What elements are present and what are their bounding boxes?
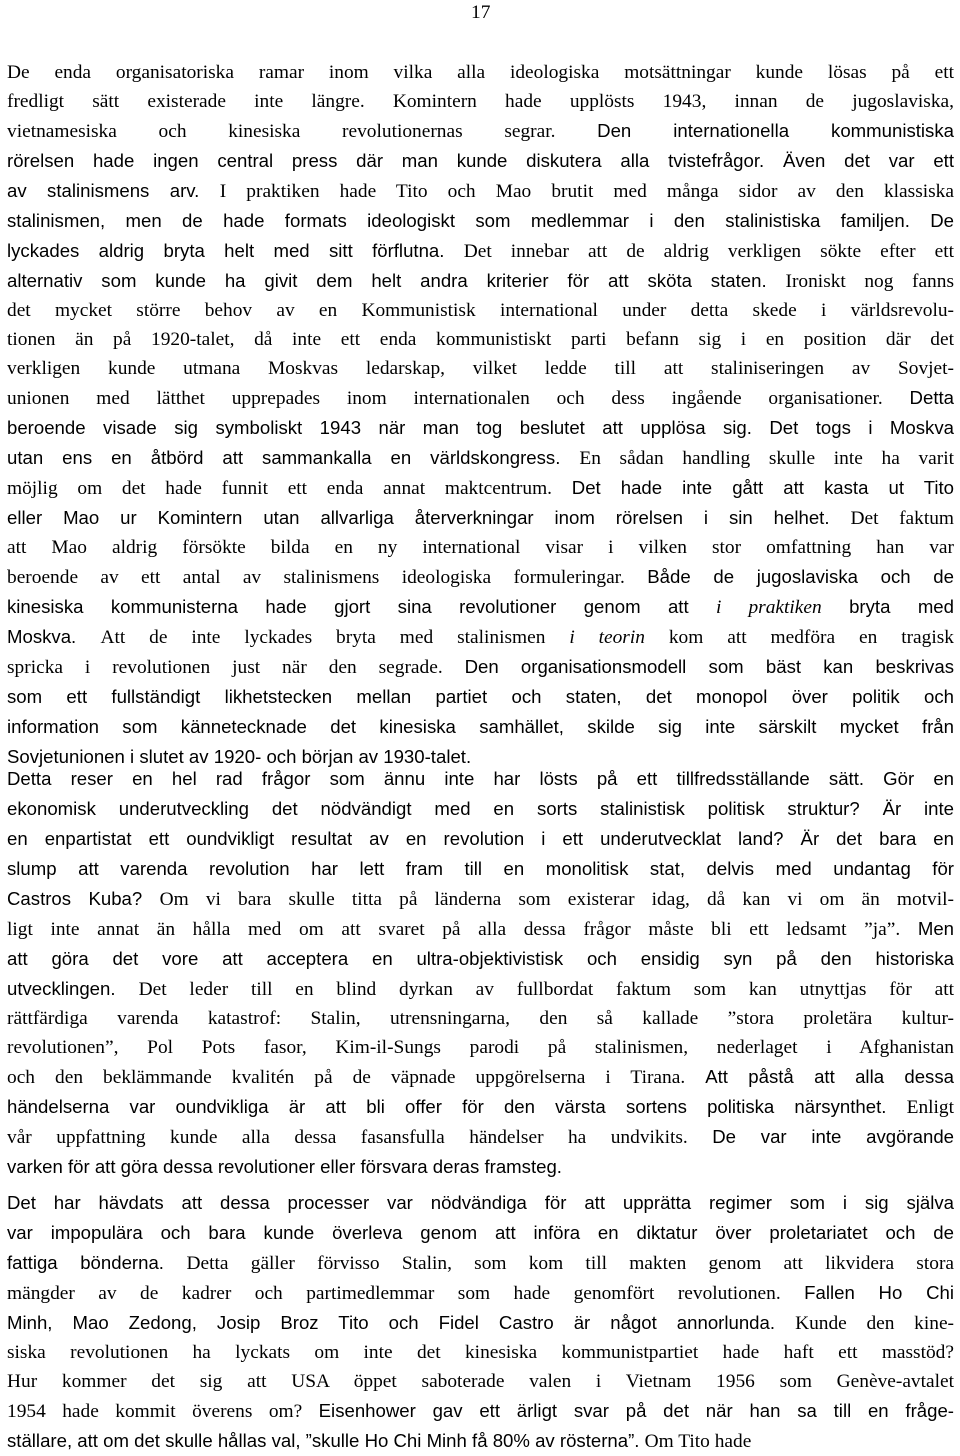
- text-line: [7, 1033, 954, 1062]
- text-segment: En sådan handling skulle inte ha varit: [579, 448, 954, 469]
- text-segment: Eisenhower gav ett ärligt svar på det när han sa till en fråge-: [318, 1400, 954, 1421]
- text-segment: Den internationella kommunistiska: [597, 120, 954, 141]
- text-line: [7, 443, 954, 473]
- text-segment: spricka i revolutionen just när den segrade.: [7, 657, 465, 678]
- text-segment: Både de jugoslaviska och de: [647, 566, 954, 587]
- paragraph-3: [7, 1188, 954, 1456]
- text-line: [7, 1338, 954, 1367]
- text-line: [7, 413, 954, 443]
- text-segment: Men: [917, 918, 954, 939]
- text-segment: bryta med: [821, 596, 954, 617]
- text-line: [7, 854, 954, 884]
- text-line: [7, 1152, 954, 1182]
- text-line: [7, 1396, 954, 1426]
- text-segment: kinesiska kommunisterna hade gjort sina revolutioner genom att: [7, 596, 717, 617]
- text-line: [7, 176, 954, 206]
- text-segment: Det har hävdats att dessa processer var nödvändiga för att upprätta regimer som i sig själva: [7, 1192, 954, 1213]
- text-line: [7, 592, 954, 622]
- emphasis-text: i teorin: [569, 627, 645, 648]
- text-segment: och den beklämmande kvalitén på de väpnade uppgörelserna i Tirana.: [7, 1067, 706, 1088]
- text-segment: kom att medföra en tragisk: [644, 627, 954, 648]
- text-line: [7, 884, 954, 914]
- text-line: [7, 914, 954, 944]
- text-line: [7, 325, 954, 354]
- text-segment: utan ens en åtbörd att sammankalla en världskongress.: [7, 447, 580, 468]
- text-segment: var impopulära och bara kunde överleva genom att införa en diktatur över proletariatet och de: [7, 1222, 954, 1243]
- text-segment: att göra det vore att acceptera en ultra-objektivistisk och ensidig syn på den historiska: [7, 948, 954, 969]
- text-line: [7, 473, 954, 503]
- text-segment: Detta reser en hel rad frågor som ännu inte har lösts på ett tillfredsställande sätt. Gör en: [7, 768, 954, 789]
- text-segment: De enda organisatoriska ramar inom vilka alla ideologiska motsättningar kunde lösas på ett: [7, 62, 954, 83]
- text-segment: Om vi bara skulle titta på länderna som existerar idag, då kan vi om än motvil-: [159, 889, 954, 910]
- text-line: [7, 116, 954, 146]
- text-segment: ligt inte annat än hålla med om att svaret på alla dessa frågor måste bli ett ledsamt ”ja”.: [7, 919, 918, 940]
- text-segment: vietnamesiska och kinesiska revolutionernas segrar.: [7, 121, 598, 142]
- text-segment: av stalinismens arv.: [7, 180, 220, 201]
- text-line: [7, 622, 954, 652]
- text-segment: Detta gäller förvisso Stalin, som kom till makten genom att likvidera stora: [186, 1253, 955, 1274]
- text-line: [7, 58, 954, 87]
- text-segment: Hur kommer det sig att USA öppet saboterade valen i Vietnam 1956 som Genève-avtalet: [7, 1371, 954, 1392]
- text-line: [7, 1426, 954, 1456]
- text-line: [7, 296, 954, 325]
- text-segment: Sovjetunionen i slutet av 1920- och början av 1930-talet.: [7, 746, 472, 767]
- text-line: [7, 1092, 954, 1122]
- text-segment: rättfärdiga varenda katastrof: Stalin, utrensningarna, den så kallade ”stora proletära kultur-: [7, 1008, 954, 1029]
- text-line: [7, 1248, 954, 1278]
- text-segment: Att påstå att alla dessa: [705, 1066, 954, 1087]
- text-segment: fattiga bönderna.: [7, 1252, 187, 1273]
- text-segment: att Mao aldrig försökte bilda en ny international visar i vilken stor omfattning han var: [7, 537, 954, 558]
- text-line: [7, 1188, 954, 1218]
- text-line: [7, 87, 954, 116]
- text-line: [7, 1122, 954, 1152]
- text-line: [7, 533, 954, 562]
- text-segment: alternativ som kunde ha givit dem helt andra kriterier för att sköta staten.: [7, 270, 786, 291]
- text-line: [7, 266, 954, 296]
- text-segment: Minh, Mao Zedong, Josip Broz Tito och Fidel Castro är något annorlunda.: [7, 1312, 796, 1333]
- text-segment: varken för att göra dessa revolutioner eller försvara deras framsteg.: [7, 1156, 562, 1177]
- text-segment: siska revolutionen ha lyckats om inte det kinesiska kommunistpartiet hade haft ett masstöd?: [7, 1342, 954, 1363]
- text-segment: som ett fullständigt likhetstecken mellan partiet och staten, det monopol över politik och: [7, 686, 954, 707]
- text-segment: rörelsen hade ingen central press där man kunde diskutera alla tvistefrågor. Även det var ett: [7, 150, 954, 171]
- emphasis-text: i praktiken: [716, 597, 822, 618]
- text-segment: Att de inte lyckades bryta med stalinismen: [100, 627, 570, 648]
- text-segment: vår uppfattning kunde alla dessa fasansfulla händelser ha undvikits.: [7, 1127, 713, 1148]
- paragraph-2: [7, 764, 954, 1182]
- text-segment: Det hade inte gått att kasta ut Tito: [571, 477, 955, 498]
- text-line: [7, 1062, 954, 1092]
- text-segment: Detta: [909, 387, 954, 408]
- text-line: [7, 944, 954, 974]
- text-segment: unionen med lätthet upprepades inom internationalen och dess ingående organisationer.: [7, 388, 910, 409]
- text-segment: slump att varenda revolution har lett fram till en monolitisk stat, delvis med undantag för: [7, 858, 954, 879]
- text-segment: fredligt sätt existerade inte längre. Komintern hade upplösts 1943, innan de jugoslaviska,: [7, 91, 954, 112]
- text-segment: Det faktum: [850, 508, 954, 529]
- text-segment: verkligen kunde utmana Moskvas ledarskap, vilket ledde till att staliniseringen av Sovjet-: [7, 358, 954, 379]
- text-segment: händelserna var oundvikliga är att bli offer för den värsta sortens politiska närsynthet.: [7, 1096, 907, 1117]
- text-line: [7, 712, 954, 742]
- text-segment: stalinismen, men de hade formats ideologiskt som medlemmar i den stalinistiska familjen. De: [7, 210, 954, 231]
- text-line: [7, 652, 954, 682]
- paragraph-1: [7, 58, 954, 772]
- text-line: [7, 146, 954, 176]
- text-line: [7, 503, 954, 533]
- text-line: [7, 1367, 954, 1396]
- text-segment: eller Mao ur Komintern utan allvarliga återverkningar inom rörelsen i sin helhet.: [7, 507, 851, 528]
- text-segment: Det leder till en blind dyrkan av fullbordat faktum som kan utnyttjas för att: [138, 979, 954, 1000]
- text-segment: Castros Kuba?: [7, 888, 160, 909]
- text-line: [7, 682, 954, 712]
- text-segment: Det innebar att de aldrig verkligen sökte efter ett: [463, 241, 955, 262]
- text-segment: ställare, att om det skulle hållas val, ”skulle Ho Chi Minh få 80% av rösterna”.: [7, 1430, 645, 1451]
- text-line: [7, 1278, 954, 1308]
- text-line: [7, 974, 954, 1004]
- text-segment: Ironiskt nog fanns: [785, 271, 954, 292]
- text-segment: möjlig om det hade funnit ett enda annat maktcentrum.: [7, 478, 572, 499]
- page-number: 17: [471, 2, 491, 23]
- text-segment: Enligt: [906, 1097, 954, 1118]
- text-line: [7, 354, 954, 383]
- text-line: [7, 1308, 954, 1338]
- text-segment: beroende av ett antal av stalinismens ideologiska formuleringar.: [7, 567, 648, 588]
- text-line: [7, 383, 954, 413]
- text-segment: det mycket större behov av en Kommunistisk international under detta skede i världsrevolu-: [7, 300, 954, 321]
- text-segment: beroende visade sig symboliskt 1943 när man tog beslutet att upplösa sig. Det togs i Moskva: [7, 417, 954, 438]
- text-line: [7, 1218, 954, 1248]
- text-segment: information som kännetecknade det kinesiska samhället, skilde sig inte särskilt mycket från: [7, 716, 954, 737]
- text-line: [7, 824, 954, 854]
- text-line: [7, 206, 954, 236]
- text-segment: Om Tito hade: [644, 1431, 752, 1452]
- text-line: [7, 562, 954, 592]
- text-segment: Moskva.: [7, 626, 101, 647]
- text-line: [7, 1004, 954, 1033]
- text-segment: De var inte avgörande: [712, 1126, 954, 1147]
- text-segment: mängder av de kadrer och partimedlemmar som hade genomfört revolutionen.: [7, 1283, 805, 1304]
- text-segment: Den organisationsmodell som bäst kan beskrivas: [464, 656, 954, 677]
- text-segment: utvecklingen.: [7, 978, 139, 999]
- text-line: [7, 764, 954, 794]
- text-segment: Kunde den kine-: [795, 1313, 955, 1334]
- text-segment: revolutionen”, Pol Pots fasor, Kim-il-Sungs parodi på stalinismen, nederlaget i Afghanistan: [7, 1037, 954, 1058]
- text-segment: Fallen Ho Chi: [804, 1282, 954, 1303]
- text-segment: 1954 hade kommit överens om?: [7, 1401, 319, 1422]
- text-line: [7, 794, 954, 824]
- text-segment: ekonomisk underutveckling det nödvändigt med en sorts stalinistisk politisk struktur? Är inte: [7, 798, 954, 819]
- text-line: [7, 236, 954, 266]
- text-segment: tionen än på 1920-talet, då inte ett enda kommunistiskt parti befann sig i en position där det: [7, 329, 954, 350]
- text-segment: lyckades aldrig bryta helt med sitt förflutna.: [7, 240, 464, 261]
- text-segment: en enpartistat ett oundvikligt resultat av en revolution i ett underutvecklat land? Är det bara en: [7, 828, 954, 849]
- text-segment: I praktiken hade Tito och Mao brutit med många sidor av den klassiska: [219, 181, 954, 202]
